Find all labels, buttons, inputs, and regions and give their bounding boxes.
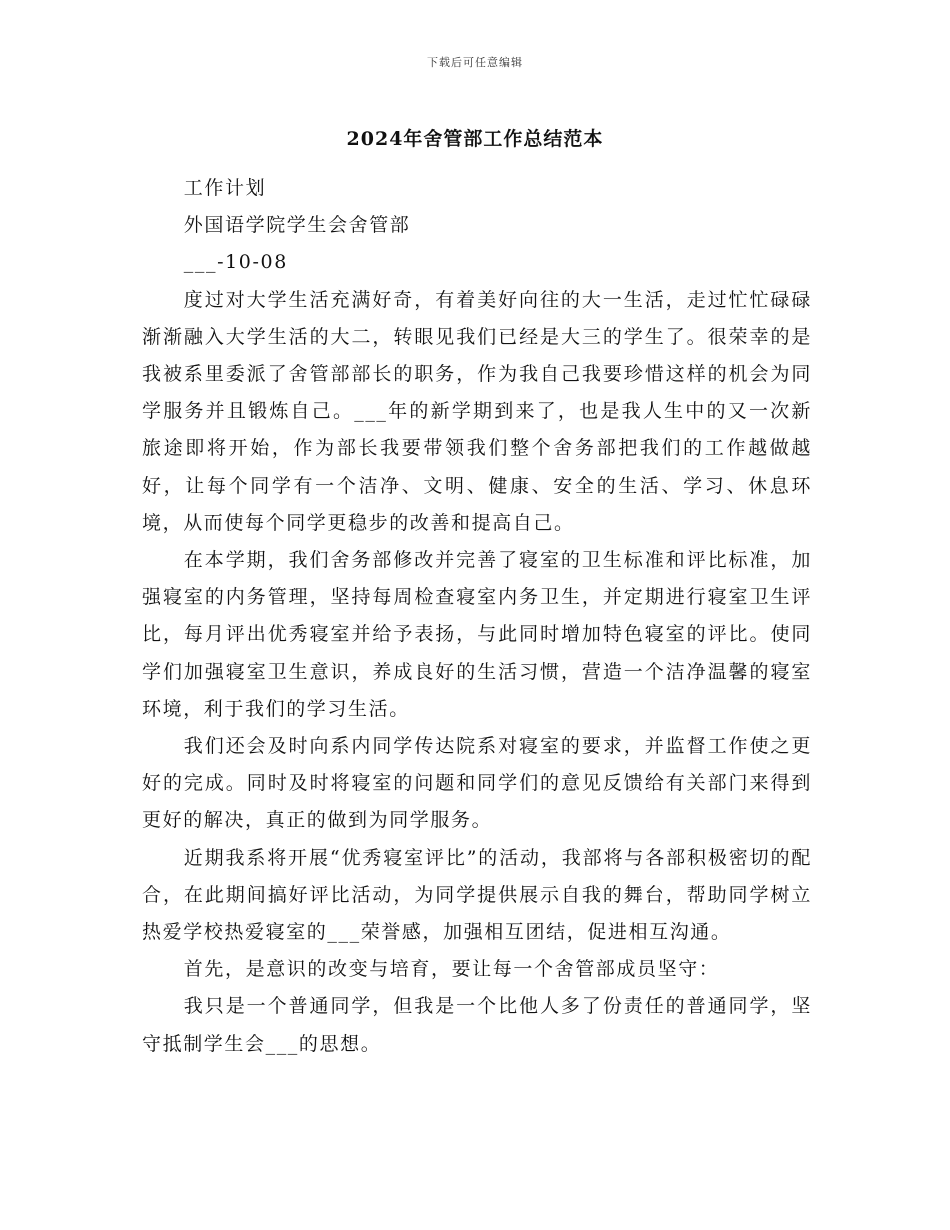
- paragraph-commitment: 我只是一个普通同学，但我是一个比他人多了份责任的普通同学，坚守抵制学生会___的思想。: [142, 995, 812, 1055]
- document-body: [142, 170, 812, 1063]
- header-note: 下载后可任意编辑: [427, 56, 523, 69]
- paragraph-work-plan: 工作计划: [183, 177, 267, 199]
- paragraph-awareness: 首先，是意识的改变与培育，要让每一个舍管部成员坚守：: [183, 958, 720, 981]
- document-title: 2024年舍管部工作总结范本: [346, 128, 604, 150]
- paragraph-dorm-competition: 近期我系将开展“优秀寝室评比”的活动，我部将与各部积极密切的配合，在此期间搞好评比活动，为同学提供展示自我的舞台，帮助同学树立热爱学校热爱寝室的___荣誉感，加强相互团结，促进相互沟通。: [142, 846, 812, 944]
- paragraph-intro: 度过对大学生活充满好奇，有着美好向往的大一生活，走过忙忙碌碌渐渐融入大学生活的大二，转眼见我们已经是大三的学生了。很荣幸的是我被系里委派了舍管部部长的职务，作为我自己我要珍惜这样的机会为同学服务并且锻炼自己。___年的新学期到来了，也是我人生中的又一次新旅途即将开始，作为部长我要带领我们整个舍务部把我们的工作越做越好，让每个同学有一个洁净、文明、健康、安全的生活、学习、休息环境，从而使每个同学更稳步的改善和提高自己。: [142, 288, 812, 534]
- paragraph-semester-plan: 在本学期，我们舍务部修改并完善了寝室的卫生标准和评比标准，加强寝室的内务管理，坚持每周检查寝室内务卫生，并定期进行寝室卫生评比，每月评出优秀寝室并给予表扬，与此同时增加特色寝室的评比。使同学们加强寝室卫生意识，养成良好的生活习惯，营造一个洁净温馨的寝室环境，利于我们的学习生活。: [142, 549, 812, 720]
- paragraph-date: ___-10-08: [183, 251, 288, 274]
- paragraph-communication: 我们还会及时向系内同学传达院系对寝室的要求，并监督工作使之更好的完成。同时及时将寝室的问题和同学们的意见反馈给有关部门来得到更好的解决，真正的做到为同学服务。: [142, 735, 812, 832]
- paragraph-organization: 外国语学院学生会舍管部: [183, 214, 411, 237]
